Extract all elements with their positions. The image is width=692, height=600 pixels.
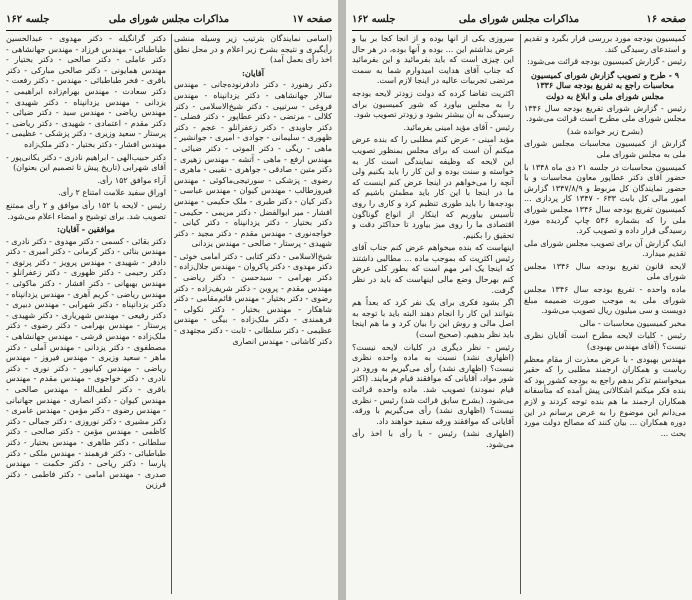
text-paragraph: لایحه قانون تفریغ بودجه سال ۱۳۴۶ مجلس شورای ملی bbox=[524, 261, 686, 282]
text-paragraph: سروزی بکی از آنها بوده و از آنجا کجا بر بیا و عرض بداشتم این ... بوده و آنها بوده، در هر حال این چیزی است که باید بفرمائید و این بفرمائید که جناب آقای هدایت امیدوارم شما به سمت مرتضی تجربیات عالیه در اینجا لازم است. bbox=[352, 34, 514, 86]
session-number: جلسه ۱۶۲ bbox=[352, 14, 396, 25]
text-paragraph: رئیس - لایحه با ۱۵۲ رأی موافق و ۲ رأی ممتنع تصویب شد. برای توشیح و امضاء اعلام می‌شود. bbox=[6, 200, 166, 221]
right-page-right-column bbox=[524, 34, 686, 596]
running-title: مذاکرات مجلس شورای ملی bbox=[458, 14, 580, 25]
text-paragraph: اینهاست که بنده میخواهم عرض کنم جناب آقای رئیس اکثریت که بموجب ماده ... مطالبی داشتند که اینجا یک امر مهم است که بطور کلی عرض کنم بهرحال وضع مالی اینهاست که باید در نظر گرفت. bbox=[352, 243, 514, 295]
text-paragraph: رئیس - گزارش شورای تفریغ بودجه سال ۱۳۴۶ مجلس شورای ملی مطرح است قرائت می‌شود. bbox=[524, 103, 686, 124]
text-paragraph: دکتر گرانگیله - دکتر مهدوی - عبدالحسین طباطبائی - مهندس فرزاد - مهندس جهانشاهی - دکتر عاملی - دکتر صالحی - دکتر بختیار - مهندس همایونی - دکتر صالحی مبارکی - دکتر باقری - فخر طباطبائی - مهندس - دکتر رفعت - دکتر سعادت - مهندس بهرام‌زاده ابراهیمی - یزدانی - مهندس یزدانپناه - دکتر شهیدی - مهندس ریاضی - مهندس سید - دکتر ضیائی - دکتر مقدم - اعتمادی - شهیدی - دکتر ریاضی - پرستار - سعید وزیری - دکتر پزشکی - عظیمی - مهندس افشار - دکتر بختیار - دکتر ملک‌زاده bbox=[6, 34, 166, 149]
column-divider bbox=[520, 34, 521, 594]
text-paragraph: اوراق سفید علامت امتناع ۲ رأی. bbox=[58, 188, 166, 198]
right-page-header bbox=[352, 14, 686, 31]
right-page-left-column bbox=[352, 34, 514, 596]
section-heading: آقایان: bbox=[242, 67, 264, 78]
text-paragraph: دکتر بقائی - کسمی - دکتر مهدوی - دکتر نادری - مهندس بنائی - دکتر کرمانی - دکتر امیری - دکتر دادفر - شهیدی - مهندس پرویز - دکتر پرتوی - دکتر رحیمی - دکتر ظهوری - دکتر زعفرانلو - مهندس بهبهانی - دکتر افشار - دکتر ماکوئی - مهندس ریاضی - کریم آهری - مهندس یزدانپناه - دکتر یزدانپناه - دکتر شهرابی - مهندس دبیری - دکتر رفیعی - مهندس شهریاری - دکتر شهیدی - پرستار - مهندس بهرامی - دکتر رضوی - دکتر ملک‌زاده - مهندس قرشی - مهندس جهانشاهی - مصطفوی - دکتر یزدانی - مهندس آملی - دکتر ماهر - سعید وزیری - مهندس فیروز - مهندس ریاضی - مهندس کیانپور - دکتر نوری - دکتر نادری - دکتر خواجوی - مهندس مقدم - مهندس باقری - دکتر لطف‌الله - مهندس صالحی - مهندس کیوان - دکتر انصاری - مهندس جهانبانی - مهندس رضوی - دکتر مؤمن - مهندس عامری - دکتر مشیری - دکتر نوروزی - دکتر جمالی - دکتر کاظمی - مهندس مؤمن - دکتر صالحی - دکتر سلطانی - دکتر طاهری - مهندس بختیار - دکتر طباطبائی - دکتر فرهمند - مهندس ملکی - دکتر پارسا - دکتر ریاحی - دکتر حکمت - مهندس صدری - مهندس امامی - دکتر فاطمی - دکتر فرزین bbox=[6, 236, 166, 490]
text-paragraph: گزارش از کمیسیون محاسبات مجلس شورای ملی به مجلس شورای ملی bbox=[524, 139, 686, 159]
right-page bbox=[346, 0, 692, 600]
left-page-header bbox=[6, 14, 332, 31]
text-paragraph: رئیس - نظر دیگری در کلیات لایحه نیست؟ (اظهاری نشد) نسبت به ماده واحده نظری نیست؟ (اظهاری نشد) رأی می‌گیریم به ورود در شور مواد، آقایانی که موافقند قیام فرمایند. (اکثر قیام نمودند) تصویب شد. ماده واحده قرائت می‌شود. (بشرح سابق قرائت شد) رئیس - نظری نیست؟ (اظهاری نشد) رأی می‌گیریم با ورقه. آقایانی که موافقند ورقه سفید خواهند داد. bbox=[352, 342, 514, 426]
left-page bbox=[0, 0, 338, 600]
text-paragraph: اگر بشود فکری برای یک نفر کرد که بعداً هم بتوانند این کار را انجام دهند البته باید با توجه به اصل مالی و روش این را بیان کرد و ما هم اینجا باید نظر بدهیم. (صحیح است) bbox=[352, 298, 514, 340]
text-paragraph: مؤید امینی - عرض کنم مطلبی را که بنده عرض میکنم آن است که برای مجلس بمنظور تصویب این لایحه که وظیفه نمایندگی است کار به خواسته و سنت بوده و این کار را باید بکنیم ولی آنچه را می‌خواهم در اینجا عرض کنم اینست که ما در اینجا با این کار باید مطمئن باشیم که بودجه‌ها را باید طوری تنظیم کرد و کاری را روی تأسیس بیاوریم که اینکار از انواع گوناگون اقتصادی ما را روی میز بیاورد تا حداکثر دقت و تحقیق را بکنیم. bbox=[352, 135, 514, 240]
book-gutter bbox=[338, 0, 346, 600]
text-paragraph: شیخ‌الاسلامی - دکتر کتابی - دکتر امامی خوئی - دکتر مهدوی - دکتر پاکروان - مهندس جلال‌زاده - دکتر بهرامی - سیدحسن - دکتر ریاضی - مهندس مقدم - پروین - دکتر شریف‌زاده - دکتر رضوی - دکتر بختیار - مهندس قائم‌مقامی - دکتر شاهکار - مهندس بختیار - دکتر نکولی - فرهمندی - دکتر ملک‌زاده - بیگی - مهندس عظیمی - دکتر سلطانی - ثابت - دکتر مجتهدی - دکتر کاشانی - مهندس انصاری bbox=[174, 251, 332, 346]
text-paragraph: دکتر رهنورد - دکتر دادفرنوده‌جانی - مهندس سالار جهانشاهی - دکتر یزدانپناه - مهندس فروغی - سرتیپی - دکتر شیخ‌الاسلامی - دکتر کلالی - مرتضی - دکتر عطاپور - دکتر فضلی - دکتر جاویدی - دکتر زعفرانلو - عجم - دکتر ظهوری - سلیمانی - جوادی - امیری - جوانشیر - ماهی - ریگی - دکتر الموتی - دکتر ضیائی - مهندس ارفع - ماهی - آتشه - مهندس زهیری - دکتر متین - صادقی - جواهری - نقیبی - ماهری - رضوی - پزشکی - سورتیجی‌ماکوئی - مهندس فیروزطالب - مهندس کیوان - مهندس عباسی - دکتر کیان - دکتر طبری - ملک حکیمی - مهندس افشار - میر ابوالفضل - دکتر مریمی - حکیمی - دکتر بختیار - دکتر یزدانپناه - دکتر کیانی - خواجه‌نوری - مهندس مقدم - دکتر مجید - دکتر شهیدی - پرستار - صالحی - مهندس یزدانی bbox=[174, 80, 332, 249]
column-divider bbox=[171, 34, 172, 594]
text-paragraph: مهندس بهبودی - با عرض معذرت از مقام معظم ریاست و همکاران ارجمند مطلبی را که حقیر میخواستم تذکر بدهم راجع به بودجه کشور بود که بنده فکر میکنم اشکالاتی پیش آمده که متأسفانه همکاران ارجمند ما هم بنده توجه کردند و لازم می‌دانم این موضوع را به عرض برسانم در این دوره همکاران ... بیان کنند که مصالح دولت مورد بحث ... bbox=[524, 354, 686, 438]
page-number: صفحه ۱۷ bbox=[292, 14, 332, 25]
text-paragraph: مخبر کمیسیون محاسبات - مالی bbox=[579, 318, 686, 328]
text-paragraph: آراء موافق ۱۵۲ رأی. bbox=[97, 175, 166, 185]
text-paragraph: (اسامی نمایندگان بترتیب زیر وسیله منشی رأیگیری و نتیجه بشرح زیر اعلام و در محل نطق اخذ رأی بعمل آمد) bbox=[174, 34, 332, 65]
section-heading: ۹ - طرح و تصویب گزارش شورای کمیسیون محاسبات راجع به تفریغ بودجه سال ۱۳۳۶ مجلس شورای ملی و ابلاغ به دولت bbox=[531, 69, 679, 101]
text-paragraph: کمیسیون بودجه مورد بررسی قرار بگیرد و تقدیم و استدعای رسیدگی کند. bbox=[524, 34, 686, 54]
text-paragraph: رئیس - کلیات لایحه مطرح است آقایان نظری نیست؟ (آقای مهندس بهبودی) bbox=[524, 331, 686, 352]
page-number: صفحه ۱۶ bbox=[646, 14, 686, 25]
session-number: جلسه ۱۶۲ bbox=[6, 14, 50, 25]
text-paragraph: ماده واحده - تفریغ بودجه سال ۱۳۴۶ مجلس شورای ملی به موجب صورت ضمیمه مبلغ دویست و سی میلیون ریال تصویب می‌شود. bbox=[524, 285, 686, 316]
text-paragraph: اینک گزارش آن برای تصویب مجلس شورای ملی تقدیم میدارد. bbox=[524, 238, 686, 259]
left-page-right-column bbox=[174, 34, 332, 596]
text-paragraph: دکتر حبیب‌الهی - ابراهیم نادری - دکتر یکانی‌پور - آقای شهرابی (تاریخ پیش تا تصمیم این بعنوان) bbox=[6, 152, 166, 173]
section-heading: موافقین - آقایان: bbox=[57, 224, 115, 235]
text-paragraph: (اظهاری نشد) رئیس - با رأی با اخذ رأی می‌شود. bbox=[352, 429, 514, 449]
left-page-left-column bbox=[6, 34, 166, 596]
text-paragraph: کمیسیون محاسبات در جلسه ۲۱ دی ماه ۱۳۴۸ با حضور آقای دکتر عطاپور معاون محاسبات و با حضور نمایندگان کل مربوط و ۱۳۴۷/۸/۹ گزارش امور مالی کل بابت ۶۳۳ - ۱۳۴۷ کار پردازی ... کمیسیون تفریغ بودجه سال ۱۳۴۶ مجلس شورای ملی را که بشماره ۵۳۶ چاپ گردیده مورد رسیدگی قرار داده و تصویب کرد. bbox=[524, 162, 686, 236]
text-paragraph: رئیس - آقای مؤید امینی بفرمائید. bbox=[403, 122, 514, 132]
text-paragraph: (بشرح زیر خوانده شد) bbox=[566, 126, 644, 136]
text-paragraph: اکثریت تفاضا کرده که دولت زودتر لایحه بودجه را به مجلس بیاورد که شور کمیسیون برای رسیدگی به آن بیشتر بشود و زودتر تصویب شود. bbox=[352, 88, 514, 120]
text-paragraph: رئیس - گزارش کمیسیون بودجه قرائت می‌شود: bbox=[527, 57, 686, 67]
running-title: مذاکرات مجلس شورای ملی bbox=[108, 14, 230, 25]
